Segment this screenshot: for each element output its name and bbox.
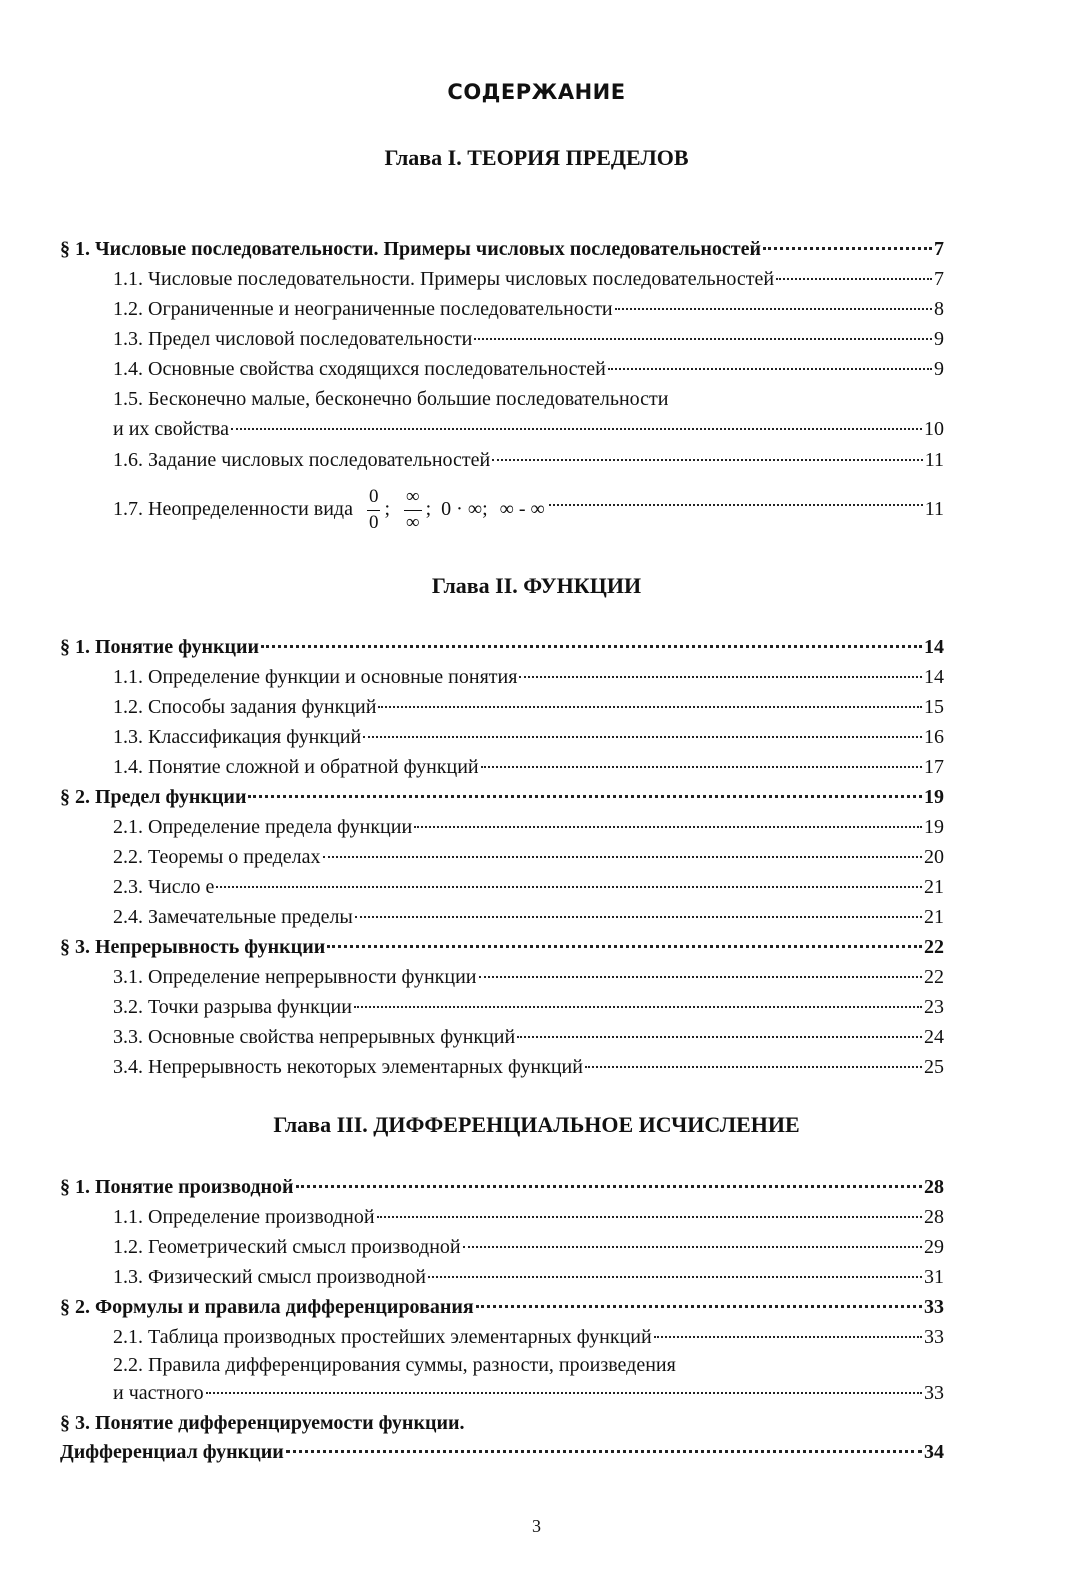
page-number: 11 [924, 449, 944, 471]
toc-section-2-2[interactable] [60, 783, 944, 811]
separator: ; [425, 498, 432, 520]
toc-item-title: и частного [113, 1382, 204, 1404]
indeterminate-forms [363, 484, 547, 535]
dot-leader [476, 1304, 922, 1308]
chapter-2-title: Глава II. ФУНКЦИИ [431, 573, 642, 598]
toc-item-2-3-1[interactable] [113, 963, 944, 991]
chapter-1-title: Глава I. ТЕОРИЯ ПРЕДЕЛОВ [384, 145, 689, 170]
toc-item-title: 1.2. Ограниченные и неограниченные последовательности [113, 298, 613, 320]
toc-section-3-3-line1[interactable]: § 3. Понятие дифференцируемости функции. [60, 1412, 465, 1434]
fraction-denominator: ∞ [406, 511, 420, 533]
page-number: 20 [924, 846, 944, 868]
toc-item-3-2-2[interactable] [113, 1379, 944, 1407]
toc-item-title: 1.2. Способы задания функций [113, 696, 377, 718]
dot-leader [377, 1215, 922, 1218]
fraction-zero-over-zero [367, 484, 381, 535]
page-number: 31 [924, 1266, 944, 1288]
toc-item-2-3-2[interactable] [113, 993, 944, 1021]
page-number: 9 [934, 328, 944, 350]
dot-leader [519, 675, 922, 678]
toc-item-title: 3.2. Точки разрыва функции [113, 996, 352, 1018]
toc-item-title: 2.2. Теоремы о пределах [113, 846, 321, 868]
toc-section-title: § 3. Непрерывность функции [60, 936, 326, 958]
dot-leader [608, 367, 932, 370]
toc-section-title: Дифференциал функции [60, 1441, 284, 1463]
dot-leader [474, 337, 932, 340]
separator: ; [384, 498, 391, 520]
toc-item-title: 1.1. Определение производной [113, 1206, 375, 1228]
page-number: 24 [924, 1026, 944, 1048]
toc-item-2-1-1[interactable] [113, 663, 944, 691]
dot-leader [206, 1391, 922, 1394]
page-number: 21 [924, 876, 944, 898]
dot-leader [463, 1245, 922, 1248]
page-number: 9 [934, 358, 944, 380]
page-number: 17 [924, 756, 944, 778]
page-number: 33 [924, 1382, 944, 1404]
dot-leader [414, 825, 922, 828]
toc-section-1-1[interactable] [60, 235, 944, 263]
toc-item-title: 2.1. Определение предела функции [113, 816, 413, 838]
page-number: 28 [924, 1176, 944, 1198]
dot-leader [776, 277, 932, 280]
page-number: 11 [924, 498, 944, 520]
page-number: 33 [924, 1296, 944, 1318]
dot-leader [261, 644, 922, 648]
page-number: 34 [924, 1441, 944, 1463]
toc-item-title: 3.3. Основные свойства непрерывных функций [113, 1026, 516, 1048]
toc-item-1-1-3[interactable] [113, 325, 944, 353]
toc-item-title: 2.1. Таблица производных простейших элементарных функций [113, 1326, 652, 1348]
dot-leader [231, 427, 922, 430]
dot-leader [355, 915, 922, 918]
toc-section-title: § 1. Понятие функции [60, 636, 260, 658]
toc-item-2-2-2[interactable] [113, 843, 944, 871]
page-number: 29 [924, 1236, 944, 1258]
dot-leader [763, 246, 932, 250]
dot-leader [216, 885, 922, 888]
page-number: 19 [924, 816, 944, 838]
difference-form: ∞ - ∞ [499, 498, 545, 520]
toc-item-2-1-2[interactable] [113, 693, 944, 721]
dot-leader [248, 794, 922, 798]
toc-section-title: § 1. Числовые последовательности. Примеры числовых последовательностей [60, 238, 761, 260]
page-number: 14 [924, 666, 944, 688]
fraction-numerator: 0 [367, 484, 381, 511]
toc-item-2-2-1[interactable] [113, 813, 944, 841]
toc-item-3-2-1[interactable] [113, 1323, 944, 1351]
dot-leader [323, 855, 922, 858]
toc-item-2-3-4[interactable] [113, 1053, 944, 1081]
toc-item-title: 1.1. Числовые последовательности. Примеры числовых последовательностей [113, 268, 775, 290]
toc-item-3-1-3[interactable] [113, 1263, 944, 1291]
toc-item-1-1-5-line1[interactable]: 1.5. Бесконечно малые, бесконечно большие последовательности [113, 388, 669, 410]
dot-leader [286, 1449, 922, 1453]
page-number: 14 [924, 636, 944, 658]
page-number: 22 [924, 966, 944, 988]
toc-item-title: 2.3. Число e [113, 876, 215, 898]
toc-item-title: и их свойства [113, 418, 229, 440]
toc-item-title: 1.7. Неопределенности вида [113, 498, 353, 520]
toc-item-1-1-5[interactable] [113, 415, 944, 443]
toc-item-2-2-3[interactable] [113, 873, 944, 901]
page-number: 19 [924, 786, 944, 808]
toc-section-title: § 1. Понятие производной [60, 1176, 294, 1198]
page-number: 7 [934, 268, 944, 290]
dot-leader [549, 503, 923, 506]
dot-leader [327, 944, 922, 948]
page-number: 7 [934, 238, 944, 260]
toc-item-title: 1.1. Определение функции и основные понятия [113, 666, 518, 688]
toc-item-title: 1.3. Физический смысл производной [113, 1266, 426, 1288]
dot-leader [354, 1005, 922, 1008]
page-number: 22 [924, 936, 944, 958]
page-number-footer: 3 [532, 1516, 541, 1536]
toc-section-3-1[interactable] [60, 1173, 944, 1201]
page-number: 10 [924, 418, 944, 440]
toc-section-3-2[interactable] [60, 1293, 944, 1321]
toc-item-title: 3.1. Определение непрерывности функции [113, 966, 477, 988]
toc-item-title: 1.3. Классификация функций [113, 726, 362, 748]
dot-leader [363, 735, 922, 738]
fraction-numerator: ∞ [404, 484, 422, 511]
toc-section-title: § 2. Предел функции [60, 786, 247, 808]
toc-section-3-3[interactable] [60, 1438, 944, 1466]
contents-title: СОДЕРЖАНИЕ [447, 80, 626, 104]
toc-section-2-3[interactable] [60, 933, 944, 961]
dot-leader [585, 1065, 922, 1068]
page-number: 23 [924, 996, 944, 1018]
chapter-3-title: Глава III. ДИФФЕРЕНЦИАЛЬНОЕ ИСЧИСЛЕНИЕ [273, 1112, 800, 1137]
page-number: 25 [924, 1056, 944, 1078]
toc-item-2-3-3[interactable] [113, 1023, 944, 1051]
toc-section-2-1[interactable] [60, 633, 944, 661]
toc-item-1-1-7[interactable] [113, 480, 944, 538]
fraction-inf-over-inf [404, 484, 422, 535]
toc-item-title: 2.4. Замечательные пределы [113, 906, 353, 928]
dot-leader [428, 1275, 922, 1278]
toc-item-title: 1.4. Понятие сложной и обратной функций [113, 756, 479, 778]
toc-section-title: § 2. Формулы и правила дифференцирования [60, 1296, 474, 1318]
toc-item-title: 1.4. Основные свойства сходящихся последовательностей [113, 358, 606, 380]
dot-leader [481, 765, 922, 768]
toc-item-3-1-1[interactable] [113, 1203, 944, 1231]
dot-leader [479, 975, 922, 978]
toc-item-2-2-4[interactable] [113, 903, 944, 931]
dot-leader [615, 307, 932, 310]
page-number: 28 [924, 1206, 944, 1228]
dot-leader [378, 705, 922, 708]
dot-leader [654, 1335, 922, 1338]
toc-item-3-1-2[interactable] [113, 1233, 944, 1261]
toc-item-title: 1.3. Предел числовой последовательности [113, 328, 473, 350]
page-number: 33 [924, 1326, 944, 1348]
page-number: 15 [924, 696, 944, 718]
toc-item-title: 3.4. Непрерывность некоторых элементарных функций [113, 1056, 583, 1078]
toc-item-2-1-4[interactable] [113, 753, 944, 781]
product-form: 0 · ∞; [441, 498, 488, 520]
toc-item-1-1-1[interactable] [113, 265, 944, 293]
page-number: 21 [924, 906, 944, 928]
fraction-denominator: 0 [368, 511, 379, 533]
toc-item-title: 1.6. Задание числовых последовательностей [113, 449, 491, 471]
toc-item-3-2-2-line1[interactable]: 2.2. Правила дифференцирования суммы, разности, произведения [113, 1354, 676, 1376]
toc-item-1-1-4[interactable] [113, 355, 944, 383]
page-number: 16 [924, 726, 944, 748]
toc-item-1-1-2[interactable] [113, 295, 944, 323]
dot-leader [492, 458, 922, 461]
toc-item-1-1-6[interactable] [113, 446, 944, 474]
dot-leader [517, 1035, 922, 1038]
toc-item-2-1-3[interactable] [113, 723, 944, 751]
page-number: 8 [934, 298, 944, 320]
toc-item-title: 1.2. Геометрический смысл производной [113, 1236, 461, 1258]
dot-leader [296, 1184, 922, 1188]
